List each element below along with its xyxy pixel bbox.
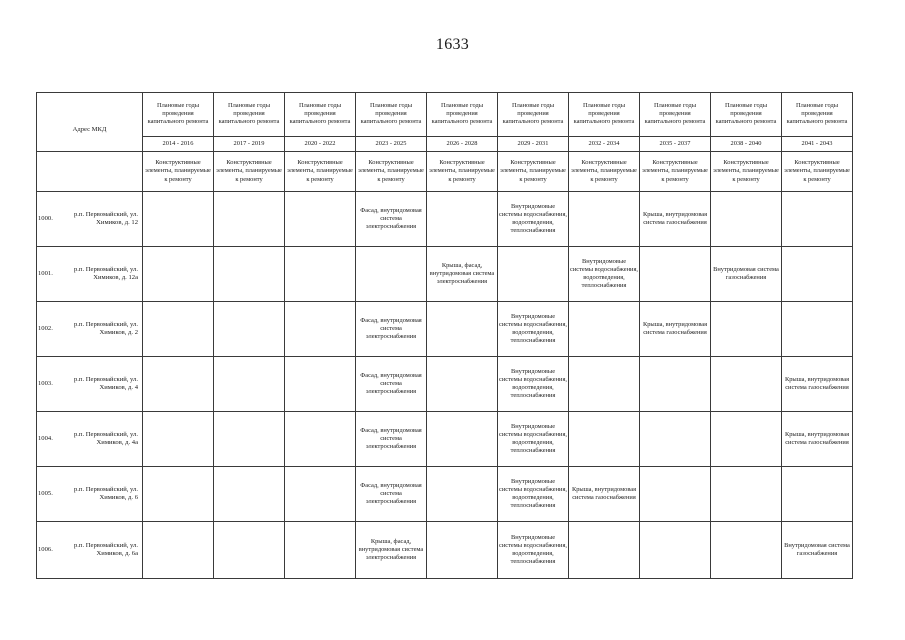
repair-cell: [569, 357, 640, 412]
table-row: [37, 467, 853, 522]
header-row-elements: [37, 152, 853, 192]
repair-cell: Внутридомовые системы водоснабжения, водоотведения, теплоснабжения: [498, 467, 569, 522]
table-row: [37, 522, 853, 579]
repair-cell: [427, 192, 498, 247]
repair-cell: [640, 467, 711, 522]
repair-cell: [285, 302, 356, 357]
row-number: 1006.: [37, 522, 57, 579]
repair-cell: Крыша, фасад, внутридомовая система электроснабжения: [427, 247, 498, 302]
address-header-blank: [37, 152, 143, 192]
row-number: 1001.: [37, 247, 57, 302]
planned-years-header: Плановые годы проведения капитального ремонта: [782, 93, 853, 137]
elements-header: Конструктивные элементы, планируемые к ремонту: [356, 152, 427, 192]
period-label: 2020 - 2022: [285, 136, 356, 151]
repair-cell: [214, 302, 285, 357]
planned-years-header: Плановые годы проведения капитального ремонта: [427, 93, 498, 137]
building-address: р.п. Первомайский, ул. Химиков, д. 4а: [57, 412, 143, 467]
period-label: 2017 - 2019: [214, 136, 285, 151]
repair-cell: [285, 412, 356, 467]
repair-cell: Фасад, внутридомовая система электроснабжения: [356, 192, 427, 247]
elements-header: Конструктивные элементы, планируемые к ремонту: [427, 152, 498, 192]
repair-cell: Крыша, внутридомовая система газоснабжения: [782, 357, 853, 412]
period-label: 2041 - 2043: [782, 136, 853, 151]
planned-years-header: Плановые годы проведения капитального ремонта: [640, 93, 711, 137]
repair-cell: [214, 522, 285, 579]
repair-cell: [143, 522, 214, 579]
repair-cell: [285, 467, 356, 522]
elements-header: Конструктивные элементы, планируемые к ремонту: [711, 152, 782, 192]
repair-cell: [640, 522, 711, 579]
repair-cell: [782, 467, 853, 522]
repair-cell: Внутридомовые системы водоснабжения, водоотведения, теплоснабжения: [569, 247, 640, 302]
elements-header: Конструктивные элементы, планируемые к ремонту: [143, 152, 214, 192]
elements-header: Конструктивные элементы, планируемые к ремонту: [498, 152, 569, 192]
repair-cell: [711, 467, 782, 522]
row-number: 1005.: [37, 467, 57, 522]
repair-cell: [640, 247, 711, 302]
capital-repair-plan-table: [36, 92, 853, 579]
building-address: р.п. Первомайский, ул. Химиков, д. 6: [57, 467, 143, 522]
repair-cell: [711, 302, 782, 357]
repair-cell: [427, 357, 498, 412]
building-address: р.п. Первомайский, ул. Химиков, д. 12а: [57, 247, 143, 302]
address-header: Адрес МКД: [37, 93, 143, 152]
table-row: [37, 357, 853, 412]
repair-cell: Крыша, внутридомовая система газоснабжения: [569, 467, 640, 522]
building-address: р.п. Первомайский, ул. Химиков, д. 4: [57, 357, 143, 412]
header-row-planned-years: [37, 93, 853, 137]
elements-header: Конструктивные элементы, планируемые к ремонту: [640, 152, 711, 192]
repair-cell: [143, 357, 214, 412]
row-number: 1000.: [37, 192, 57, 247]
repair-cell: [569, 192, 640, 247]
repair-cell: [143, 302, 214, 357]
repair-cell: [711, 192, 782, 247]
repair-cell: Фасад, внутридомовая система электроснабжения: [356, 302, 427, 357]
building-address: р.п. Первомайский, ул. Химиков, д. 6а: [57, 522, 143, 579]
repair-cell: Фасад, внутридомовая система электроснабжения: [356, 467, 427, 522]
planned-years-header: Плановые годы проведения капитального ремонта: [285, 93, 356, 137]
repair-cell: [143, 412, 214, 467]
table-row: [37, 302, 853, 357]
elements-header: Конструктивные элементы, планируемые к ремонту: [782, 152, 853, 192]
table-row: [37, 247, 853, 302]
period-label: 2035 - 2037: [640, 136, 711, 151]
repair-cell: [640, 412, 711, 467]
period-label: 2032 - 2034: [569, 136, 640, 151]
repair-cell: Внутридомовые системы водоснабжения, водоотведения, теплоснабжения: [498, 522, 569, 579]
repair-cell: Внутридомовые системы водоснабжения, водоотведения, теплоснабжения: [498, 192, 569, 247]
repair-cell: Внутридомовые системы водоснабжения, водоотведения, теплоснабжения: [498, 302, 569, 357]
repair-cell: Внутридомовые системы водоснабжения, водоотведения, теплоснабжения: [498, 412, 569, 467]
repair-cell: Крыша, внутридомовая система газоснабжения: [640, 192, 711, 247]
repair-cell: [782, 247, 853, 302]
repair-cell: [711, 357, 782, 412]
repair-cell: [427, 412, 498, 467]
repair-cell: [640, 357, 711, 412]
repair-cell: Внутридомовая система газоснабжения: [782, 522, 853, 579]
repair-cell: [569, 412, 640, 467]
repair-cell: [711, 522, 782, 579]
repair-cell: [356, 247, 427, 302]
row-number: 1003.: [37, 357, 57, 412]
header-row-periods: [37, 136, 853, 151]
repair-cell: Внутридомовая система газоснабжения: [711, 247, 782, 302]
repair-cell: Крыша, внутридомовая система газоснабжения: [782, 412, 853, 467]
planned-years-header: Плановые годы проведения капитального ремонта: [214, 93, 285, 137]
table-row: [37, 412, 853, 467]
repair-cell: [285, 522, 356, 579]
elements-header: Конструктивные элементы, планируемые к ремонту: [569, 152, 640, 192]
repair-cell: [285, 247, 356, 302]
repair-cell: [143, 192, 214, 247]
building-address: р.п. Первомайский, ул. Химиков, д. 12: [57, 192, 143, 247]
repair-cell: [569, 302, 640, 357]
elements-header: Конструктивные элементы, планируемые к ремонту: [285, 152, 356, 192]
repair-cell: Фасад, внутридомовая система электроснабжения: [356, 357, 427, 412]
period-label: 2014 - 2016: [143, 136, 214, 151]
repair-cell: [143, 247, 214, 302]
page-number: 1633: [435, 36, 470, 53]
repair-cell: [214, 412, 285, 467]
planned-years-header: Плановые годы проведения капитального ремонта: [356, 93, 427, 137]
row-number: 1002.: [37, 302, 57, 357]
repair-cell: Крыша, фасад, внутридомовая система электроснабжения: [356, 522, 427, 579]
period-label: 2023 - 2025: [356, 136, 427, 151]
planned-years-header: Плановые годы проведения капитального ремонта: [143, 93, 214, 137]
elements-header: Конструктивные элементы, планируемые к ремонту: [214, 152, 285, 192]
period-label: 2026 - 2028: [427, 136, 498, 151]
repair-cell: [285, 192, 356, 247]
repair-cell: [711, 412, 782, 467]
repair-cell: [498, 247, 569, 302]
repair-cell: Внутридомовые системы водоснабжения, водоотведения, теплоснабжения: [498, 357, 569, 412]
repair-cell: [427, 467, 498, 522]
repair-cell: [782, 192, 853, 247]
repair-cell: [143, 467, 214, 522]
repair-cell: [569, 522, 640, 579]
period-label: 2029 - 2031: [498, 136, 569, 151]
repair-cell: Крыша, внутридомовая система газоснабжения: [640, 302, 711, 357]
period-label: 2038 - 2040: [711, 136, 782, 151]
table-row: [37, 192, 853, 247]
repair-cell: Фасад, внутридомовая система электроснабжения: [356, 412, 427, 467]
repair-cell: [214, 357, 285, 412]
planned-years-header: Плановые годы проведения капитального ремонта: [711, 93, 782, 137]
building-address: р.п. Первомайский, ул. Химиков, д. 2: [57, 302, 143, 357]
repair-cell: [427, 302, 498, 357]
repair-cell: [285, 357, 356, 412]
planned-years-header: Плановые годы проведения капитального ремонта: [569, 93, 640, 137]
row-number: 1004.: [37, 412, 57, 467]
planned-years-header: Плановые годы проведения капитального ремонта: [498, 93, 569, 137]
repair-cell: [427, 522, 498, 579]
repair-cell: [214, 192, 285, 247]
repair-cell: [214, 467, 285, 522]
repair-cell: [782, 302, 853, 357]
repair-cell: [214, 247, 285, 302]
